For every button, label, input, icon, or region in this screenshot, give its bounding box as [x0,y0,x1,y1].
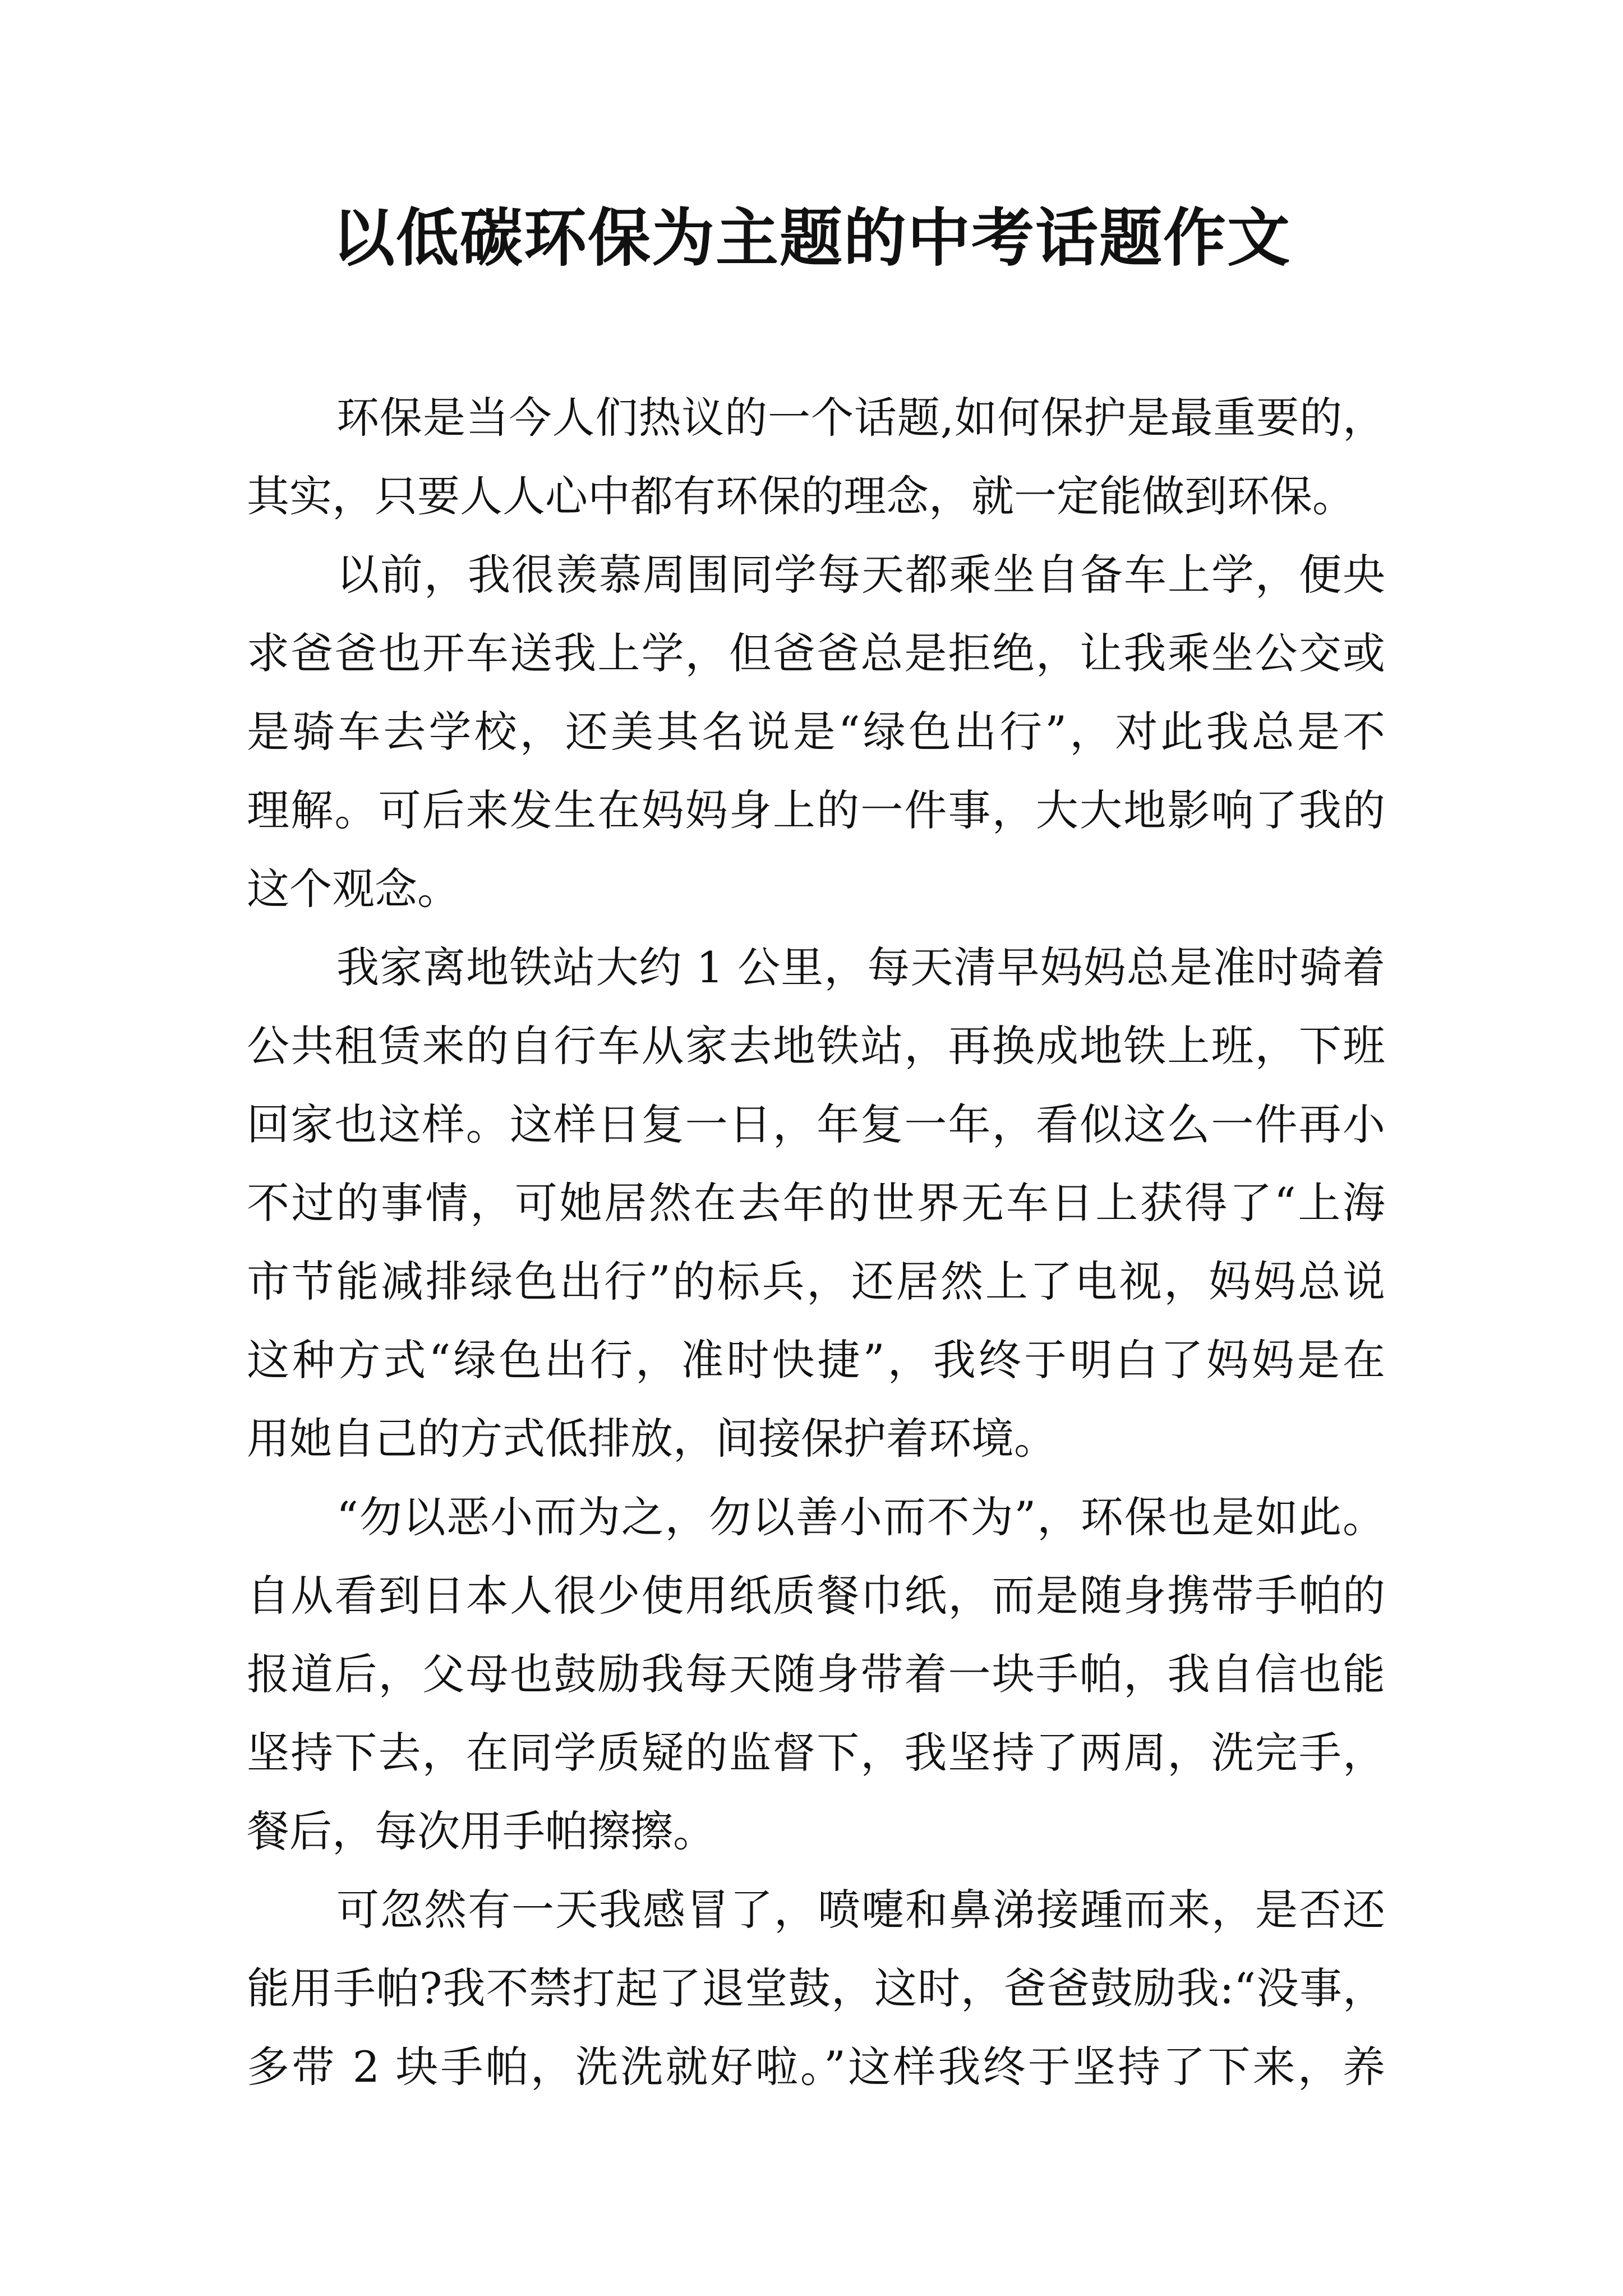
essay-line: 报道后，父母也鼓励我每天随身带着一块手帕，我自信也能 [247,1649,1385,1699]
essay-line: 坚持下去，在同学质疑的监督下，我坚持了两周，洗完手， [247,1728,1385,1778]
essay-line: 公共租赁来的自行车从家去地铁站，再换成地铁上班，下班 [247,1021,1385,1071]
essay-line: 自从看到日本人很少使用纸质餐巾纸，而是随身携带手帕的 [247,1571,1385,1621]
essay-body [247,379,1385,2106]
essay-line: 多带 2 块手帕，洗洗就好啦。”这样我终于坚持了下来，养 [247,2042,1385,2092]
essay-line: “勿以恶小而为之，勿以善小而不为”，环保也是如此。 [336,1492,1385,1542]
document-title: 以低碳环保为主题的中考话题作文 [332,202,1291,275]
essay-line: 求爸爸也开车送我上学，但爸爸总是拒绝，让我乘坐公交或 [247,628,1385,678]
essay-line: 餐后，每次用手帕擦擦。 [247,1806,716,1856]
essay-line: 以前，我很羡慕周围同学每天都乘坐自备车上学，便央 [336,550,1385,600]
essay-line: 我家离地铁站大约 1 公里，每天清早妈妈总是准时骑着 [336,942,1385,992]
essay-line: 可忽然有一天我感冒了，喷嚏和鼻涕接踵而来，是否还 [336,1885,1385,1935]
essay-line: 不过的事情，可她居然在去年的世界无车日上获得了“上海 [247,1178,1385,1228]
essay-line: 环保是当今人们热议的一个话题,如何保护是最重要的， [336,393,1385,443]
essay-line: 能用手帕?我不禁打起了退堂鼓，这时，爸爸鼓励我:“没事， [247,1963,1385,2013]
essay-line: 回家也这样。这样日复一日，年复一年，看似这么一件再小 [247,1099,1385,1149]
essay-line: 这个观念。 [247,864,460,914]
essay-line: 用她自己的方式低排放，间接保护着环境。 [247,1414,1057,1464]
essay-line: 市节能减排绿色出行”的标兵，还居然上了电视，妈妈总说 [247,1257,1385,1306]
essay-line: 理解。可后来发生在妈妈身上的一件事，大大地影响了我的 [247,785,1385,835]
essay-line: 这种方式“绿色出行，准时快捷”，我终于明白了妈妈是在 [247,1335,1385,1385]
essay-line: 是骑车去学校，还美其名说是“绿色出行”，对此我总是不 [247,707,1385,757]
essay-line: 其实，只要人人心中都有环保的理念，就一定能做到环保。 [247,471,1355,521]
